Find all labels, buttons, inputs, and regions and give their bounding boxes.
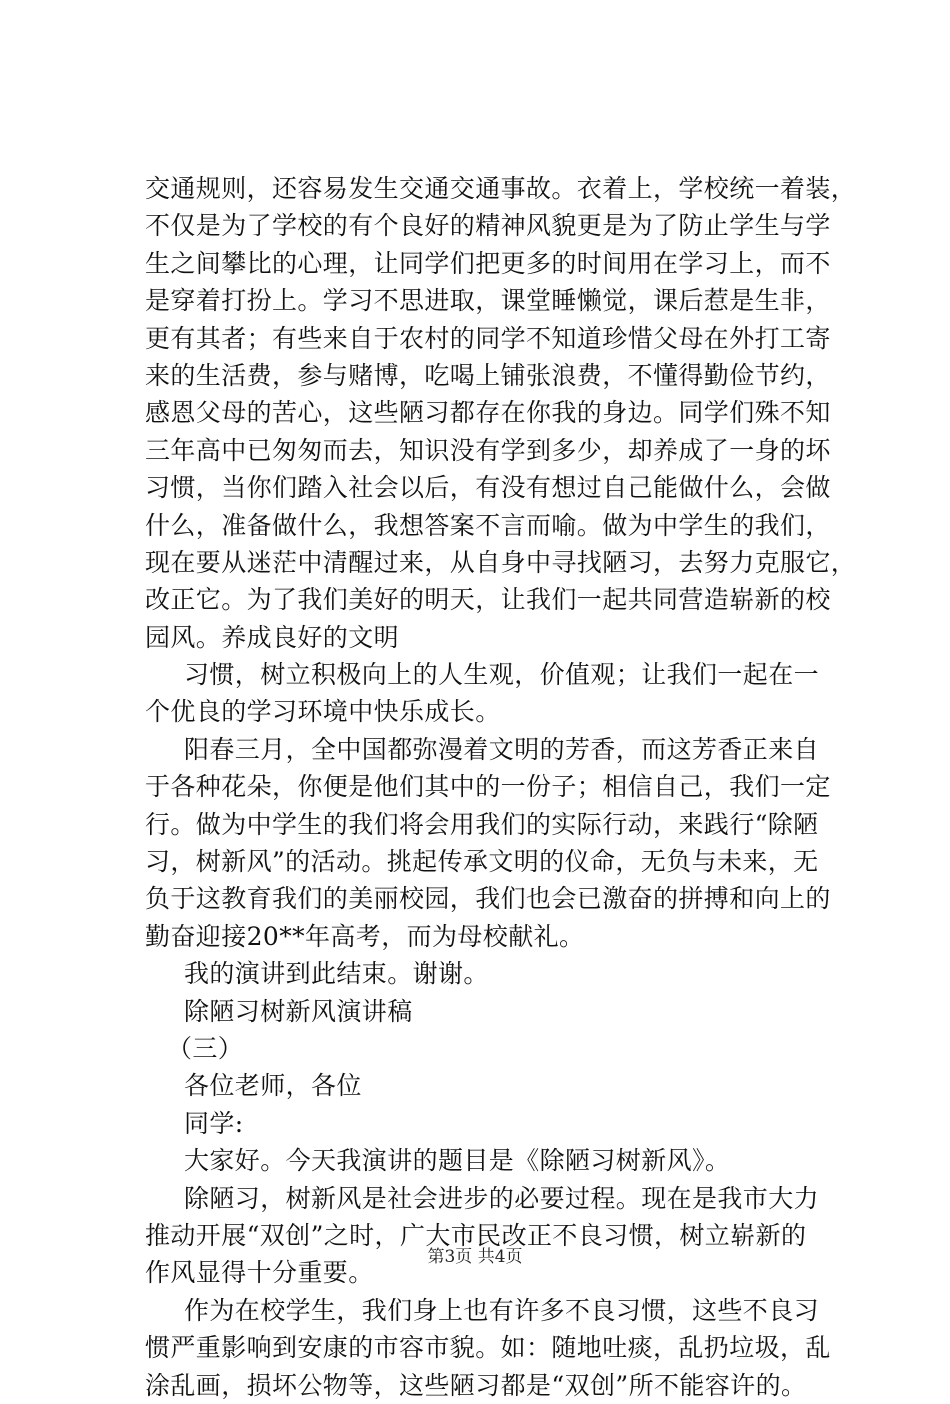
text-line: 习惯，当你们踏入社会以后，有没有想过自己能做什么，会做 [145,473,831,503]
page-footer: 第3页 共4页 [427,1247,523,1267]
text-line: （三） [167,1033,244,1063]
text-line: 负于这教育我们的美丽校园，我们也会已激奋的拼搏和向上的 [145,884,831,914]
text-line: 行。做为中学生的我们将会用我们的实际行动，来践行“除陋 [145,809,819,839]
text-line: 作风显得十分重要。 [145,1258,374,1288]
text-line: 同学: [184,1108,244,1138]
document-body [145,170,857,1404]
text-line: 大家好。今天我演讲的题目是《除陋习树新风》。 [184,1146,731,1176]
text-line: 三年高中已匆匆而去，知识没有学到多少，却养成了一身的坏 [145,435,831,465]
text-line: 来的生活费，参与赌博，吃喝上铺张浪费，不懂得勤俭节约， [145,360,831,390]
text-line: 推动开展“双创”之时，广大市民改正不良习惯，树立崭新的 [145,1220,807,1250]
text-line: 什么，准备做什么，我想答案不言而喻。做为中学生的我们， [145,510,831,540]
text-line: 更有其者；有些来自于农村的同学不知道珍惜父母在外打工寄 [145,323,831,353]
text-line: 现在要从迷茫中清醒过来，从自身中寻找陋习，去努力克服它， [145,547,857,577]
text-line: 改正它。为了我们美好的明天，让我们一起共同营造崭新的校 [145,585,831,615]
text-line: 不仅是为了学校的有个良好的精神风貌更是为了防止学生与学 [145,211,831,241]
text-line: 阳春三月，全中国都弥漫着文明的芳香，而这芳香正来自 [184,734,820,764]
text-line: 各位老师，各位 [184,1071,362,1101]
text-line: 作为在校学生，我们身上也有许多不良习惯，这些不良习 [184,1295,820,1325]
text-line: 个优良的学习环境中快乐成长。 [145,697,501,727]
text-line: 涂乱画，损坏公物等，这些陋习都是“双创”所不能容许的。 [145,1370,807,1400]
text-line: 除陋习树新风演讲稿 [184,996,413,1026]
text-line: 交通规则，还容易发生交通交通事故。衣着上，学校统一着装， [145,174,857,203]
text-line: 习，树新风”的活动。挑起传承文明的仪命，无负与未来，无 [145,847,819,877]
text-line: 是穿着打扮上。学习不思进取，课堂睡懒觉，课后惹是生非， [145,286,831,316]
text-line: 惯严重影响到安康的市容市貌。如：随地吐痰，乱扔垃圾，乱 [145,1333,831,1363]
text-line: 于各种花朵，你便是他们其中的一份子；相信自己，我们一定 [145,772,831,802]
text-line: 生之间攀比的心理，让同学们把更多的时间用在学习上，而不 [145,248,831,278]
text-line: 我的演讲到此结束。谢谢。 [184,959,489,989]
text-line: 勤奋迎接20**年高考，而为母校献礼。 [145,921,585,951]
text-line: 感恩父母的苦心，这些陋习都存在你我的身边。同学们殊不知 [145,398,831,428]
text-line: 园风。养成良好的文明 [145,622,400,652]
text-line: 习惯，树立积极向上的人生观，价值观；让我们一起在一 [184,660,820,690]
text-line: 除陋习，树新风是社会进步的必要过程。现在是我市大力 [184,1183,820,1213]
